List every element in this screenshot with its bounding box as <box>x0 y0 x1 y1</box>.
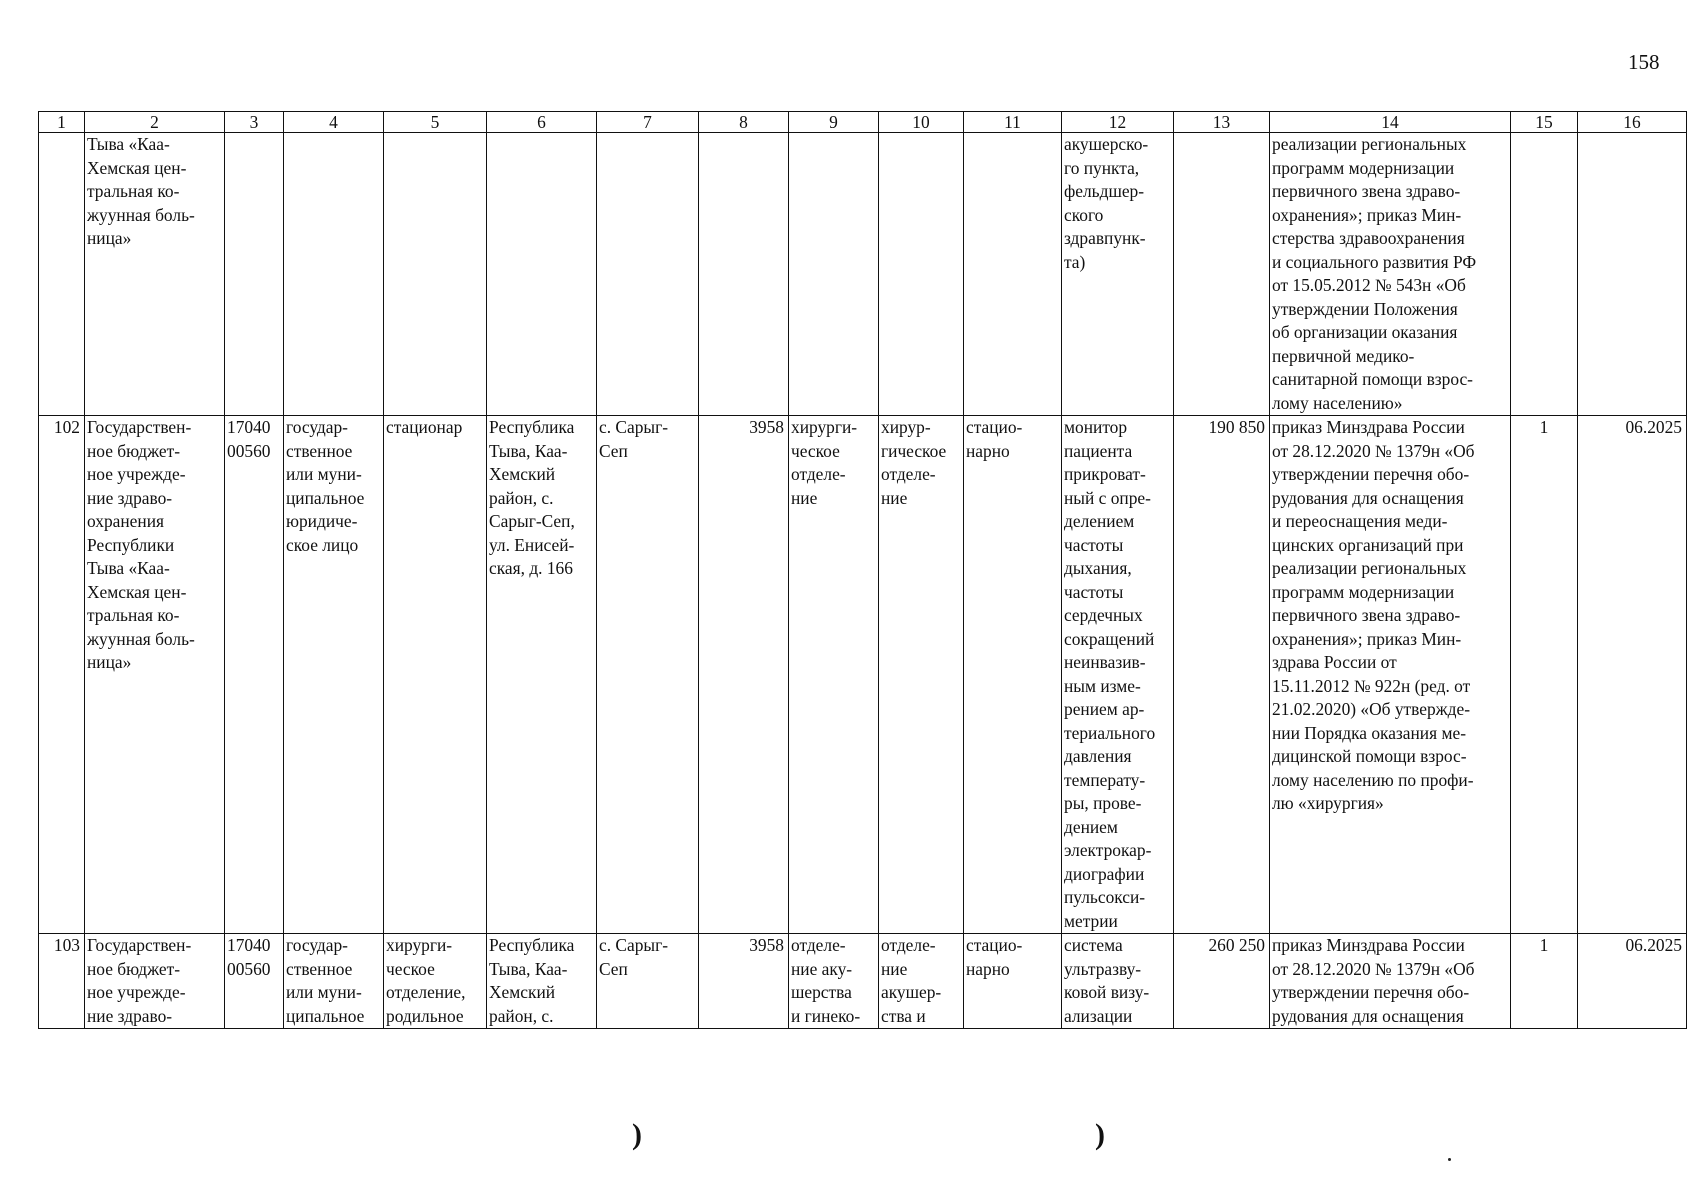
cell-settlement: с. Сарыг- Сеп <box>597 934 699 1029</box>
cell-address: Республика Тыва, Каа- Хемский район, с. Сарыг-Сеп, ул. Енисей- ская, д. 166 <box>487 416 597 934</box>
column-header-15: 15 <box>1511 112 1578 133</box>
cell-population: 3958 <box>699 416 789 934</box>
cell-cost <box>1174 133 1270 416</box>
cell-care-form: стацио- нарно <box>964 416 1062 934</box>
column-header-10: 10 <box>879 112 964 133</box>
page-number: 158 <box>1628 50 1660 74</box>
cell-quantity <box>1511 133 1578 416</box>
cell-code: 17040 00560 <box>225 934 284 1029</box>
column-header-8: 8 <box>699 112 789 133</box>
cell-legal-basis: приказ Минздрава России от 28.12.2020 № 1379н «Об утверждении перечня обо- рудования для оснащения <box>1270 934 1511 1029</box>
cell-population <box>699 133 789 416</box>
cell-population: 3958 <box>699 934 789 1029</box>
column-header-12: 12 <box>1062 112 1174 133</box>
column-header-9: 9 <box>789 112 879 133</box>
cell-unit: хирур- гическое отделе- ние <box>879 416 964 934</box>
table-row <box>39 934 1687 1029</box>
cell-legal-form <box>284 133 384 416</box>
cell-address <box>487 133 597 416</box>
table-row <box>39 416 1687 934</box>
cell-department <box>789 133 879 416</box>
cell-quantity: 1 <box>1511 416 1578 934</box>
column-header-16: 16 <box>1578 112 1687 133</box>
scan-mark-left: ) <box>632 1118 642 1151</box>
cell-code: 17040 00560 <box>225 416 284 934</box>
column-header-13: 13 <box>1174 112 1270 133</box>
scan-dot <box>1448 1158 1451 1161</box>
cell-row-number: 102 <box>39 416 85 934</box>
column-header-5: 5 <box>384 112 487 133</box>
cell-legal-form: государ- ственное или муни- ципальное <box>284 934 384 1029</box>
cell-unit: отделе- ние акушер- ства и <box>879 934 964 1029</box>
table-row-continued <box>39 133 1687 416</box>
cell-facility-type <box>384 133 487 416</box>
cell-date: 06.2025 <box>1578 934 1687 1029</box>
cell-equipment: акушерско- го пункта, фельдшер- ского здравпунк- та) <box>1062 133 1174 416</box>
cell-legal-basis: приказ Минздрава России от 28.12.2020 № 1379н «Об утверждении перечня обо- рудования для оснащения и переоснащения меди- цинских организаций при реализации региональных программ модернизации первичного звена здраво- охранения»; приказ Мин- здрава России от 15.11.2012 № 922н (ред. от 21.02.2020) «Об утвержде- нии Порядка оказания ме- дицинской помощи взрос- лому населению по профи- лю «хирургия» <box>1270 416 1511 934</box>
cell-organization: Государствен- ное бюджет- ное учрежде- ние здраво- <box>85 934 225 1029</box>
scan-mark-right: ) <box>1095 1118 1105 1151</box>
column-header-7: 7 <box>597 112 699 133</box>
cell-equipment: система ультразву- ковой визу- ализации <box>1062 934 1174 1029</box>
cell-settlement: с. Сарыг- Сеп <box>597 416 699 934</box>
column-header-6: 6 <box>487 112 597 133</box>
cell-legal-basis: реализации региональных программ модернизации первичного звена здраво- охранения»; приказ Мин- стерства здравоохранения и социального развития РФ от 15.05.2012 № 543н «Об утверждении Положения об организации оказания первичной медико- санитарной помощи взрос- лому населению» <box>1270 133 1511 416</box>
cell-facility-type: хирурги- ческое отделение, родильное <box>384 934 487 1029</box>
column-header-14: 14 <box>1270 112 1511 133</box>
cell-unit <box>879 133 964 416</box>
cell-quantity: 1 <box>1511 934 1578 1029</box>
cell-address: Республика Тыва, Каа- Хемский район, с. <box>487 934 597 1029</box>
cell-care-form: стацио- нарно <box>964 934 1062 1029</box>
cell-equipment: монитор пациента прикроват- ный с опре- делением частоты дыхания, частоты сердечных сокращений неинвазив- ным изме- рением ар- териального давления температу- ры, прове- дением электрокар- диографии пульсокси- метрии <box>1062 416 1174 934</box>
cell-facility-type: стационар <box>384 416 487 934</box>
column-header-1: 1 <box>39 112 85 133</box>
column-header-2: 2 <box>85 112 225 133</box>
cell-department: отделе- ние аку- шерства и гинеко- <box>789 934 879 1029</box>
column-header-4: 4 <box>284 112 384 133</box>
equipment-table <box>38 111 1687 1029</box>
cell-organization: Государствен- ное бюджет- ное учрежде- ние здраво- охранения Республики Тыва «Каа- Хемская цен- тральная ко- жуунная боль- ница» <box>85 416 225 934</box>
column-header-3: 3 <box>225 112 284 133</box>
column-number-row <box>39 112 1687 133</box>
cell-cost: 260 250 <box>1174 934 1270 1029</box>
column-header-11: 11 <box>964 112 1062 133</box>
cell-date: 06.2025 <box>1578 416 1687 934</box>
cell-legal-form: государ- ственное или муни- ципальное юридиче- ское лицо <box>284 416 384 934</box>
cell-cost: 190 850 <box>1174 416 1270 934</box>
cell-organization: Тыва «Каа- Хемская цен- тральная ко- жуунная боль- ница» <box>85 133 225 416</box>
cell-code <box>225 133 284 416</box>
cell-row-number: 103 <box>39 934 85 1029</box>
cell-department: хирурги- ческое отделе- ние <box>789 416 879 934</box>
cell-row-number <box>39 133 85 416</box>
cell-care-form <box>964 133 1062 416</box>
cell-date <box>1578 133 1687 416</box>
cell-settlement <box>597 133 699 416</box>
